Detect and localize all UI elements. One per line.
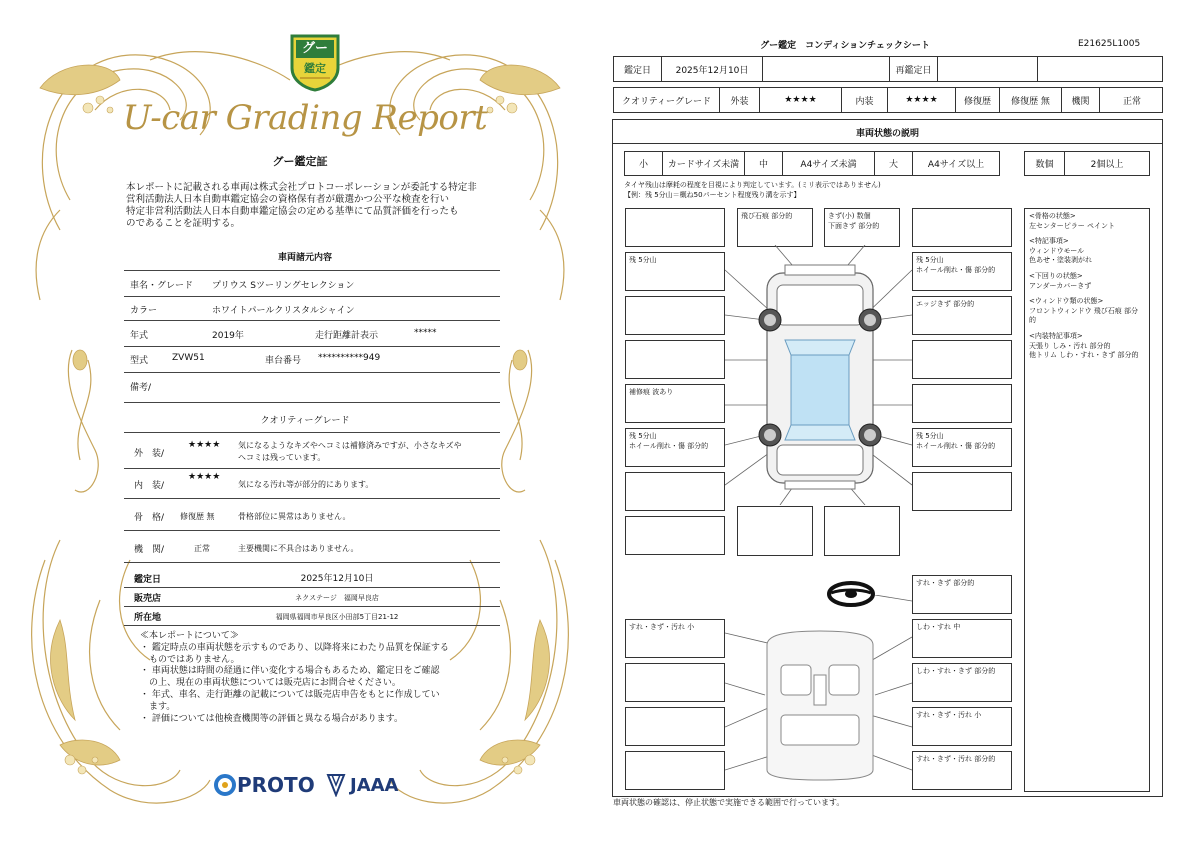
notes-block — [140, 631, 500, 725]
exterior-label: 外装 — [720, 88, 760, 112]
date-label: 鑑定日 — [614, 57, 662, 81]
grade-frame-value: 修復歴 無 — [180, 512, 215, 521]
legend-small-desc: カードサイズ未満 — [663, 152, 745, 175]
int-box-right-3 — [912, 707, 1012, 746]
sheet-doc-id: E21625L1005 — [1078, 39, 1141, 49]
tire-note: タイヤ残山は摩耗の程度を目視により判定しています。(ミリ表示ではありません) — [624, 181, 881, 189]
ext-box-text: 残 5分山 — [916, 432, 944, 440]
legend-count-desc: 2個以上 — [1090, 160, 1124, 170]
proto-mark-icon — [214, 774, 236, 796]
section-title: 車両状態の説明 — [855, 129, 919, 139]
ext-box-text: ホイール削れ・傷 部分的 — [629, 442, 709, 450]
ext-box-left-2 — [625, 252, 725, 291]
note-line: 天張り しみ・汚れ 部分的 — [1029, 341, 1111, 350]
info-date-value: 2025年12月10日 — [300, 574, 374, 584]
grade-interior-stars: ★★★★ — [188, 472, 221, 482]
proto-logo-text: PROTO — [237, 773, 315, 797]
ext-box-left-3 — [625, 296, 725, 335]
ext-box-right-4 — [912, 340, 1012, 379]
jaaa-logo — [326, 772, 399, 798]
spec-model-label: 型式 — [130, 356, 149, 366]
note-line: ・ 評価については他検査機関等の評価と異なる場合があります。 — [140, 713, 403, 724]
ext-box-text: エッジきず 部分的 — [916, 300, 975, 308]
sheet-title: グー鑑定 コンディションチェックシート — [760, 41, 930, 51]
check-sheet — [600, 0, 1200, 848]
proto-logo — [214, 772, 315, 798]
note-line: ・ 鑑定時点の車両状態を示すものであり、以降将来にわたり品質を保証する — [140, 642, 449, 653]
interior-label: 内装 — [842, 88, 888, 112]
grade-exterior-label: 外 装/ — [134, 449, 165, 459]
spec-mileage-value: ***** — [414, 328, 437, 338]
reappraisal-value — [938, 57, 1038, 81]
note-line: 他トリム しわ・すれ・きず 部分的 — [1029, 351, 1139, 360]
ext-box-right-5 — [912, 384, 1012, 423]
ext-box-left-5 — [625, 384, 725, 423]
ext-box-right-7 — [912, 472, 1012, 511]
ext-box-left-4 — [625, 340, 725, 379]
size-legend — [624, 151, 1000, 176]
int-box-right-1 — [912, 619, 1012, 658]
ext-box-text: 下面きず 部分的 — [828, 222, 880, 230]
note-line: ものではありません。 — [140, 654, 240, 665]
certificate-heading: グー鑑定証 — [272, 155, 328, 168]
note-line: <下回りの状態> — [1029, 271, 1083, 280]
emblem-top-text: グー — [301, 41, 328, 56]
ext-box-text: 残 5分山 — [629, 432, 657, 440]
legend-mid-desc: A4サイズ未満 — [783, 152, 875, 175]
engine-label: 機関 — [1062, 88, 1100, 112]
note-line: <特記事項> — [1029, 237, 1069, 246]
car-exterior-diagram — [725, 245, 915, 505]
note-line: ・ 車両状態は時間の経過に伴い変化する場合もあるため、鑑定日をご確認 — [140, 666, 440, 677]
note-line: <骨格の状態> — [1029, 212, 1076, 220]
legend-count: 数個 — [1025, 152, 1065, 175]
intro-line: 特定非営利活動法人日本自動車鑑定協会の定める基準にて品質評価を行ったも — [126, 206, 459, 217]
info-shop-label: 販売店 — [134, 594, 162, 604]
grade-exterior-stars: ★★★★ — [188, 440, 221, 450]
spec-chassis-label: 車台番号 — [265, 356, 302, 366]
grade-interior-label: 内 装/ — [134, 481, 165, 491]
repair-label: 修復歴 — [956, 88, 1000, 112]
grade-interior-comment: 気になる汚れ等が部分的にあります。 — [238, 480, 374, 489]
ext-box-left-1 — [625, 208, 725, 247]
exterior-stars: ★★★★ — [760, 88, 842, 112]
grade-label: クオリティーグレード — [614, 88, 720, 112]
spec-remarks-label: 備考/ — [130, 383, 152, 393]
int-box-text: すれ・きず・汚れ 部分的 — [916, 755, 996, 763]
spec-color-label: カラー — [130, 306, 158, 316]
goo-emblem — [286, 30, 344, 92]
note-line: <内装特記事項> — [1029, 331, 1083, 340]
ext-box-bottom-3 — [824, 506, 900, 556]
note-line: の上、現在の車両状態については販売店にお問合せください。 — [140, 678, 401, 689]
int-box-text: しわ・すれ・きず 部分的 — [916, 667, 996, 675]
ext-box-left-6 — [625, 428, 725, 467]
spec-year-label: 年式 — [130, 331, 149, 341]
int-box-text: しわ・すれ 中 — [916, 623, 961, 631]
ext-box-right-3 — [912, 296, 1012, 335]
int-box-left-2 — [625, 663, 725, 702]
date-value: 2025年12月10日 — [662, 57, 763, 81]
ext-box-text: 飛び石痕 部分的 — [741, 212, 793, 220]
spec-name-value: プリウス Sツーリングセレクション — [212, 281, 355, 291]
int-box-left-4 — [625, 751, 725, 790]
reappraisal-label: 再鑑定日 — [890, 57, 938, 81]
grade-heading: クオリティーグレード — [260, 416, 350, 426]
ext-box-right-1 — [912, 208, 1012, 247]
script-title: U-car Grading Report — [122, 98, 488, 138]
reappraisal-empty — [1038, 57, 1164, 81]
grade-frame-label: 骨 格/ — [134, 513, 165, 523]
emblem-bottom-text: 鑑定 — [304, 62, 326, 75]
ext-box-right-2 — [912, 252, 1012, 291]
legend-small: 小 — [625, 152, 663, 175]
jaaa-logo-text: JAAA — [350, 774, 399, 796]
jaaa-mark-icon — [326, 773, 346, 797]
info-date-label: 鑑定日 — [134, 575, 162, 585]
int-box-left-1 — [625, 619, 725, 658]
spec-model-value: ZVW51 — [172, 353, 205, 363]
legend-large: 大 — [875, 152, 913, 175]
spec-name-label: 車名・グレード — [130, 281, 194, 291]
comment-line: 気になるようなキズやヘコミは補修済みですが、小さなキズや — [238, 441, 462, 450]
note-line: <ウィンドウ類の状態> — [1029, 297, 1104, 306]
legend-large-desc: A4サイズ以上 — [927, 160, 985, 170]
ext-box-top-2 — [737, 208, 813, 247]
ext-box-left-8 — [625, 516, 725, 555]
intro-paragraph — [126, 182, 506, 230]
interior-leader-lines — [725, 595, 915, 795]
comment-line: ヘコミは残っています。 — [238, 453, 326, 462]
note-line: フロントウィンドウ 飛び石痕 部分的 — [1029, 306, 1139, 325]
intro-line: 本レポートに記載される車両は株式会社プロトコーポレーションが委託する特定非 — [126, 182, 477, 193]
sheet-footer: 車両状態の確認は、停止状態で実施できる範囲で行っています。 — [613, 798, 845, 807]
notes-panel — [1024, 208, 1150, 792]
intro-line: のであることを証明する。 — [126, 218, 241, 229]
repair-value: 修復歴 無 — [1000, 88, 1062, 112]
interior-stars: ★★★★ — [888, 88, 956, 112]
date-empty — [763, 57, 890, 81]
ext-box-bottom-2 — [737, 506, 813, 556]
ext-box-text: きず(小) 数個 — [828, 212, 871, 220]
int-box-text: すれ・きず・汚れ 小 — [629, 623, 695, 631]
grade-engine-label: 機 関/ — [134, 545, 165, 555]
info-shop-value: ネクステージ 福岡早良店 — [295, 594, 379, 602]
grade-exterior-comment — [238, 440, 498, 464]
int-box-right-4 — [912, 751, 1012, 790]
notes-title: ≪本レポートについて≫ — [140, 631, 239, 641]
note-line: ・ 年式、車名、走行距離の記載については販売店申告をもとに作成してい — [140, 689, 440, 700]
int-box-left-3 — [625, 707, 725, 746]
int-box-text: すれ・きず 部分的 — [916, 579, 975, 587]
grade-row — [613, 87, 1163, 113]
grade-frame-comment: 骨格部位に異常はありません。 — [238, 512, 351, 521]
ext-box-text: 残 5分山 — [629, 256, 657, 264]
date-row — [613, 56, 1163, 82]
engine-value: 正常 — [1122, 96, 1141, 107]
spec-color-value: ホワイトパールクリスタルシャイン — [212, 306, 355, 316]
spec-chassis-value: **********949 — [318, 353, 381, 363]
note-line: 左センターピラー ペイント — [1029, 221, 1115, 230]
count-legend — [1024, 151, 1150, 176]
int-box-right-2 — [912, 663, 1012, 702]
ext-box-text: ホイール削れ・傷 部分的 — [916, 266, 996, 274]
note-line: アンダーカバーきず — [1029, 281, 1092, 290]
note-line: 色あせ・塗装剥がれ — [1029, 256, 1092, 265]
ext-box-text: 残 5分山 — [916, 256, 944, 264]
tire-example: 【例：残 5分山＝概ね50パーセント程度残り溝を示す】 — [624, 191, 801, 199]
grade-engine-value: 正常 — [194, 544, 210, 553]
grade-engine-comment: 主要機関に不具合はありません。 — [238, 544, 359, 553]
ext-box-text: ホイール削れ・傷 部分的 — [916, 442, 996, 450]
int-box-text: すれ・きず・汚れ 小 — [916, 711, 982, 719]
note-line: ます。 — [140, 701, 176, 712]
int-box-steering — [912, 575, 1012, 614]
spec-mileage-label: 走行距離計表示 — [315, 331, 379, 341]
ext-box-right-6 — [912, 428, 1012, 467]
spec-year-value: 2019年 — [212, 331, 244, 341]
intro-line: 営利活動法人日本自動車鑑定協会の資格保有者が厳選かつ公平な検査を行い — [126, 194, 450, 205]
spec-heading: 車両諸元内容 — [277, 253, 332, 263]
info-addr-label: 所在地 — [134, 613, 162, 623]
note-line: ウィンドウモール — [1029, 246, 1085, 255]
legend-mid: 中 — [745, 152, 783, 175]
ext-box-left-7 — [625, 472, 725, 511]
ext-box-top-3 — [824, 208, 900, 247]
ext-box-text: 補修痕 波あり — [629, 388, 674, 396]
info-addr-value: 福岡県福岡市早良区小田部5丁目21-12 — [275, 613, 399, 621]
